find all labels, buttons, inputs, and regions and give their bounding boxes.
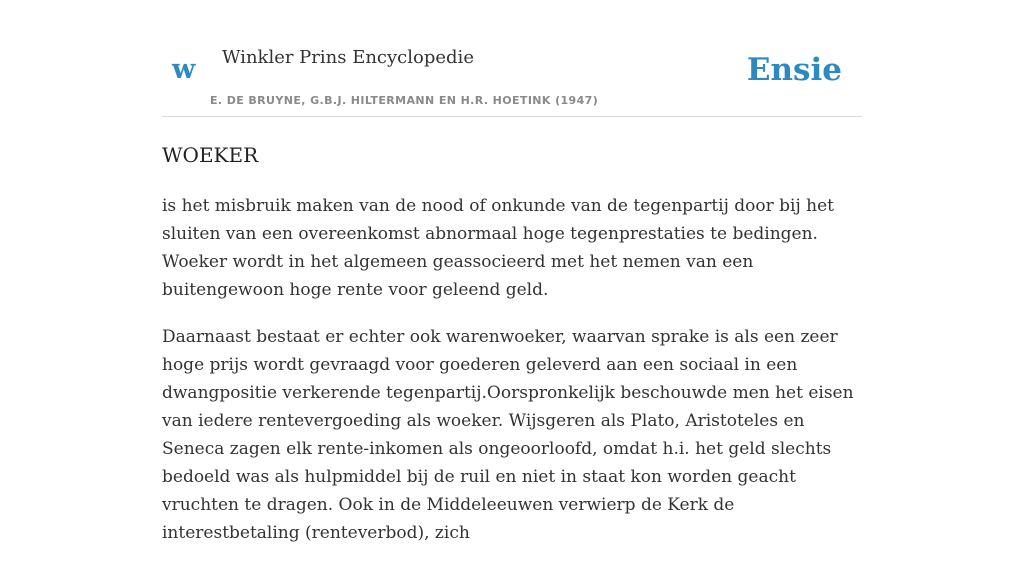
encyclopedia-title[interactable]: Winkler Prins Encyclopedie <box>222 47 474 68</box>
paragraph: is het misbruik maken van de nood of onkunde van de tegenpartij door bij het sluiten van een overeenkomst abnormaal hoge tegenprestaties te bedingen. Woeker wordt in het algemeen geassocieerd met het nemen van een buitengewoon hoge rente voor geleend geld. <box>162 196 834 300</box>
entry-title: WOEKER <box>162 143 259 167</box>
authors-line: E. DE BRUYNE, G.B.J. HILTERMANN EN H.R. HOETINK (1947) <box>210 94 599 107</box>
paragraph: Daarnaast bestaat er echter ook warenwoeker, waarvan sprake is als een zeer hoge prijs wordt gevraagd voor goederen geleverd aan een sociaal in een dwangpositie verkerende tegenpartij.Oorspronkelijk beschouwde men het eisen van iedere rentevergoeding als woeker. Wijsgeren als Plato, Aristoteles en Seneca zagen elk rente-inkomen als ongeoorloofd, omdat h.i. het geld slechts bedoeld was als hulpmiddel bij de ruil en niet in staat kon worden geacht vruchten te dragen. Ook in de Middeleeuwen verwierp de Kerk de interestbetaling (renteverbod), zich <box>162 327 854 543</box>
site-header <box>162 0 862 117</box>
brand-logo[interactable]: Ensie <box>746 52 842 88</box>
entry-content <box>162 192 862 566</box>
page <box>162 0 862 543</box>
site-logo[interactable]: w <box>172 54 196 85</box>
